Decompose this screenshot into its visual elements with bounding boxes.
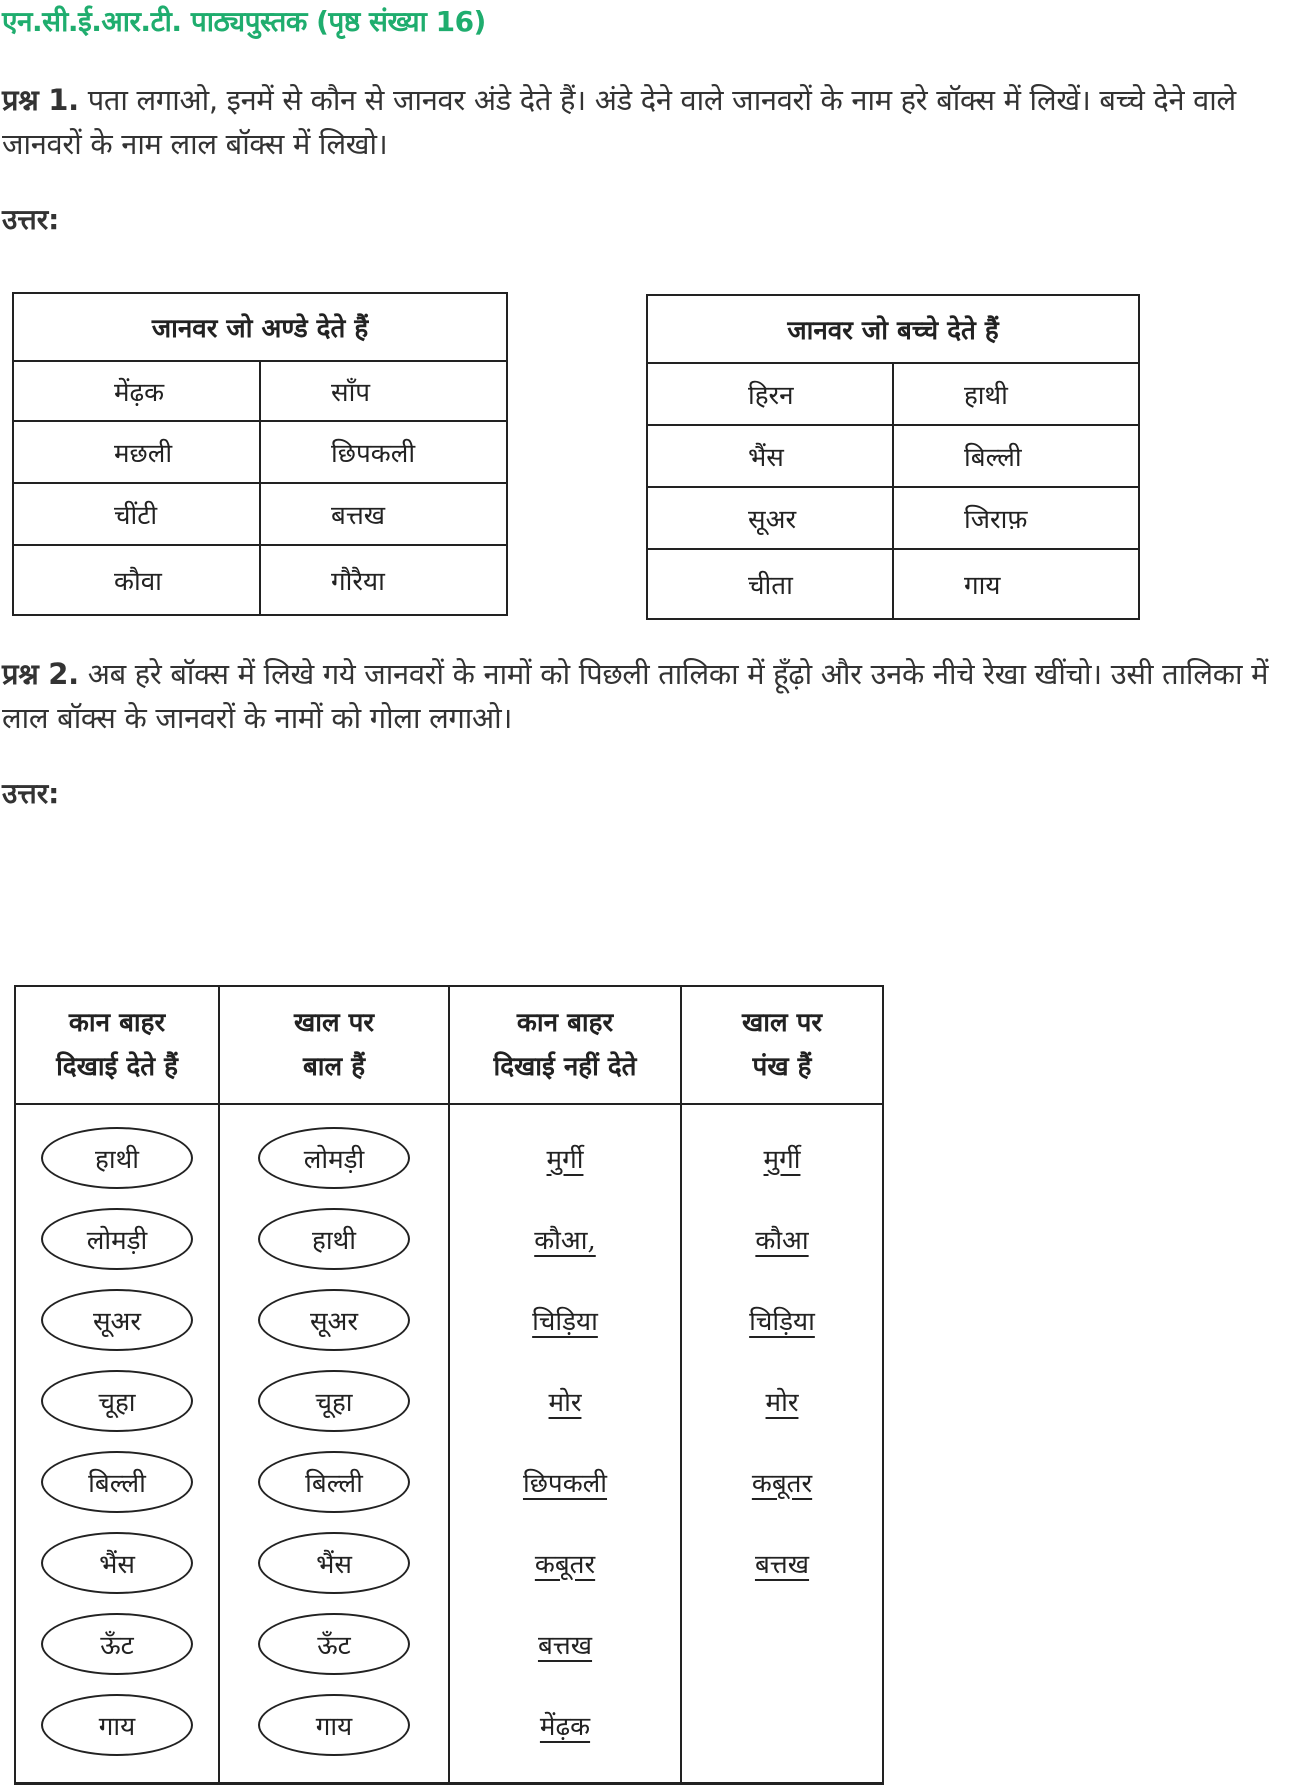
list-item [41, 1198, 193, 1279]
question-2-label: प्रश्न 2. [2, 657, 79, 691]
list-item [41, 1684, 193, 1765]
column-header-line: कान बाहर [516, 1008, 614, 1038]
table-cell: चीता [647, 549, 893, 619]
table-row [13, 483, 507, 545]
answer-2-label: उत्तर: [2, 777, 60, 810]
answer-1-label: उत्तर: [2, 203, 60, 236]
question-2 [2, 652, 1272, 740]
list-item [540, 1684, 590, 1765]
list-item [535, 1522, 595, 1603]
circled-animal: बिल्ली [258, 1451, 410, 1513]
list-item [547, 1117, 584, 1198]
column-header-line: खाल पर [741, 1008, 823, 1038]
circled-animal: सूअर [41, 1289, 193, 1351]
list-item [258, 1522, 410, 1603]
column-header [681, 986, 883, 1104]
table-cell: छिपकली [260, 421, 507, 483]
question-1 [2, 78, 1272, 166]
table-row [13, 545, 507, 615]
column-header-line: बाल हैं [302, 1052, 366, 1082]
underlined-animal: कबूतर [751, 1468, 813, 1499]
circled-animal: भैंस [258, 1532, 410, 1594]
list-item [41, 1603, 193, 1684]
circled-animal: लोमड़ी [258, 1127, 410, 1189]
column-cell [15, 1104, 219, 1784]
underlined-animal: मोर [548, 1387, 582, 1418]
list-item [532, 1279, 598, 1360]
circled-animal: चूहा [258, 1370, 410, 1432]
list-item [41, 1117, 193, 1198]
underlined-animal: चिड़िया [532, 1306, 598, 1337]
list-item [41, 1279, 193, 1360]
underlined-animal: मेंढ़क [539, 1711, 591, 1742]
table-cell: हिरन [647, 363, 893, 425]
underlined-animal: छिपकली [522, 1468, 608, 1499]
underlined-animal: कबूतर [534, 1549, 596, 1580]
underlined-animal: मोर [765, 1387, 799, 1418]
circled-animal: हाथी [258, 1208, 410, 1270]
table-cell: बिल्ली [893, 425, 1139, 487]
list-item [258, 1117, 410, 1198]
list-item [41, 1522, 193, 1603]
baby-bearing-animals-table [646, 294, 1140, 620]
table-row [647, 363, 1139, 425]
column-header-line: कान बाहर [68, 1008, 166, 1038]
column-header-line: दिखाई नहीं देते [493, 1052, 637, 1082]
circled-animal: सूअर [258, 1289, 410, 1351]
table-cell: चींटी [13, 483, 260, 545]
baby-table-header: जानवर जो बच्चे देते हैं [647, 295, 1139, 363]
circled-animal: गाय [41, 1694, 193, 1756]
table-cell: भैंस [647, 425, 893, 487]
circled-animal: बिल्ली [41, 1451, 193, 1513]
table-cell: गौरैया [260, 545, 507, 615]
list-item [258, 1198, 410, 1279]
table-cell: बत्तख [260, 483, 507, 545]
table-row [13, 421, 507, 483]
column-header-line: पंख हैं [752, 1052, 812, 1082]
list-item [258, 1603, 410, 1684]
circled-animal: ऊँट [258, 1613, 410, 1675]
list-item [755, 1198, 808, 1279]
table-cell: सूअर [647, 487, 893, 549]
list-item [258, 1360, 410, 1441]
list-item [755, 1522, 809, 1603]
table-row [647, 487, 1139, 549]
list-item [749, 1279, 815, 1360]
list-item [258, 1684, 410, 1765]
table-cell: साँप [260, 361, 507, 421]
list-item [258, 1441, 410, 1522]
underlined-animal: कौआ [755, 1225, 809, 1256]
circled-animal: गाय [258, 1694, 410, 1756]
underlined-animal: मुर्गी [546, 1144, 584, 1175]
question-2-text: अब हरे बॉक्स में लिखे गये जानवरों के नामों को पिछली तालिका में हूँढ़ो और उनके नीचे रेखा खींचो। उसी तालिका में लाल बॉक्स के जानवरों के नामों को गोला लगाओ। [2, 657, 1269, 735]
classification-table [14, 985, 884, 1785]
circled-animal: हाथी [41, 1127, 193, 1189]
table-cell: गाय [893, 549, 1139, 619]
list-item [41, 1441, 193, 1522]
circled-animal: चूहा [41, 1370, 193, 1432]
egg-laying-animals-table [12, 292, 508, 616]
column-header-line: खाल पर [293, 1008, 375, 1038]
list-item [41, 1360, 193, 1441]
circled-animal: भैंस [41, 1532, 193, 1594]
question-1-text: पता लगाओ, इनमें से कौन से जानवर अंडे देते हैं। अंडे देने वाले जानवरों के नाम हरे बॉक्स में लिखें। बच्चे देने वाले जानवरों के नाम लाल बॉक्स में लिखो। [2, 83, 1236, 161]
list-item [523, 1441, 607, 1522]
table-cell: हाथी [893, 363, 1139, 425]
list-item [549, 1360, 582, 1441]
list-item [752, 1441, 812, 1522]
table-cell: मेंढ़क [13, 361, 260, 421]
column-cell [681, 1104, 883, 1784]
underlined-animal: मुर्गी [763, 1144, 801, 1175]
page-title: एन.सी.ई.आर.टी. पाठ्यपुस्तक (पृष्ठ संख्या 16) [2, 5, 486, 38]
underlined-animal: बत्तख [537, 1630, 593, 1661]
column-header [449, 986, 681, 1104]
list-item [538, 1603, 592, 1684]
underlined-animal: कौआ, [534, 1225, 596, 1256]
question-1-label: प्रश्न 1. [2, 83, 79, 117]
column-cell [219, 1104, 449, 1784]
column-header [15, 986, 219, 1104]
table-cell: कौवा [13, 545, 260, 615]
table-cell: जिराफ़ [893, 487, 1139, 549]
column-header [219, 986, 449, 1104]
table-row [647, 549, 1139, 619]
underlined-animal: चिड़िया [749, 1306, 815, 1337]
egg-table-header: जानवर जो अण्डे देते हैं [13, 293, 507, 361]
list-item [258, 1279, 410, 1360]
column-header-line: दिखाई देते हैं [56, 1052, 178, 1082]
table-row [13, 361, 507, 421]
list-item [764, 1117, 801, 1198]
list-item [766, 1360, 799, 1441]
circled-animal: लोमड़ी [41, 1208, 193, 1270]
list-item [534, 1198, 596, 1279]
column-cell [449, 1104, 681, 1784]
table-cell: मछली [13, 421, 260, 483]
underlined-animal: बत्तख [754, 1549, 810, 1580]
circled-animal: ऊँट [41, 1613, 193, 1675]
table-row [647, 425, 1139, 487]
